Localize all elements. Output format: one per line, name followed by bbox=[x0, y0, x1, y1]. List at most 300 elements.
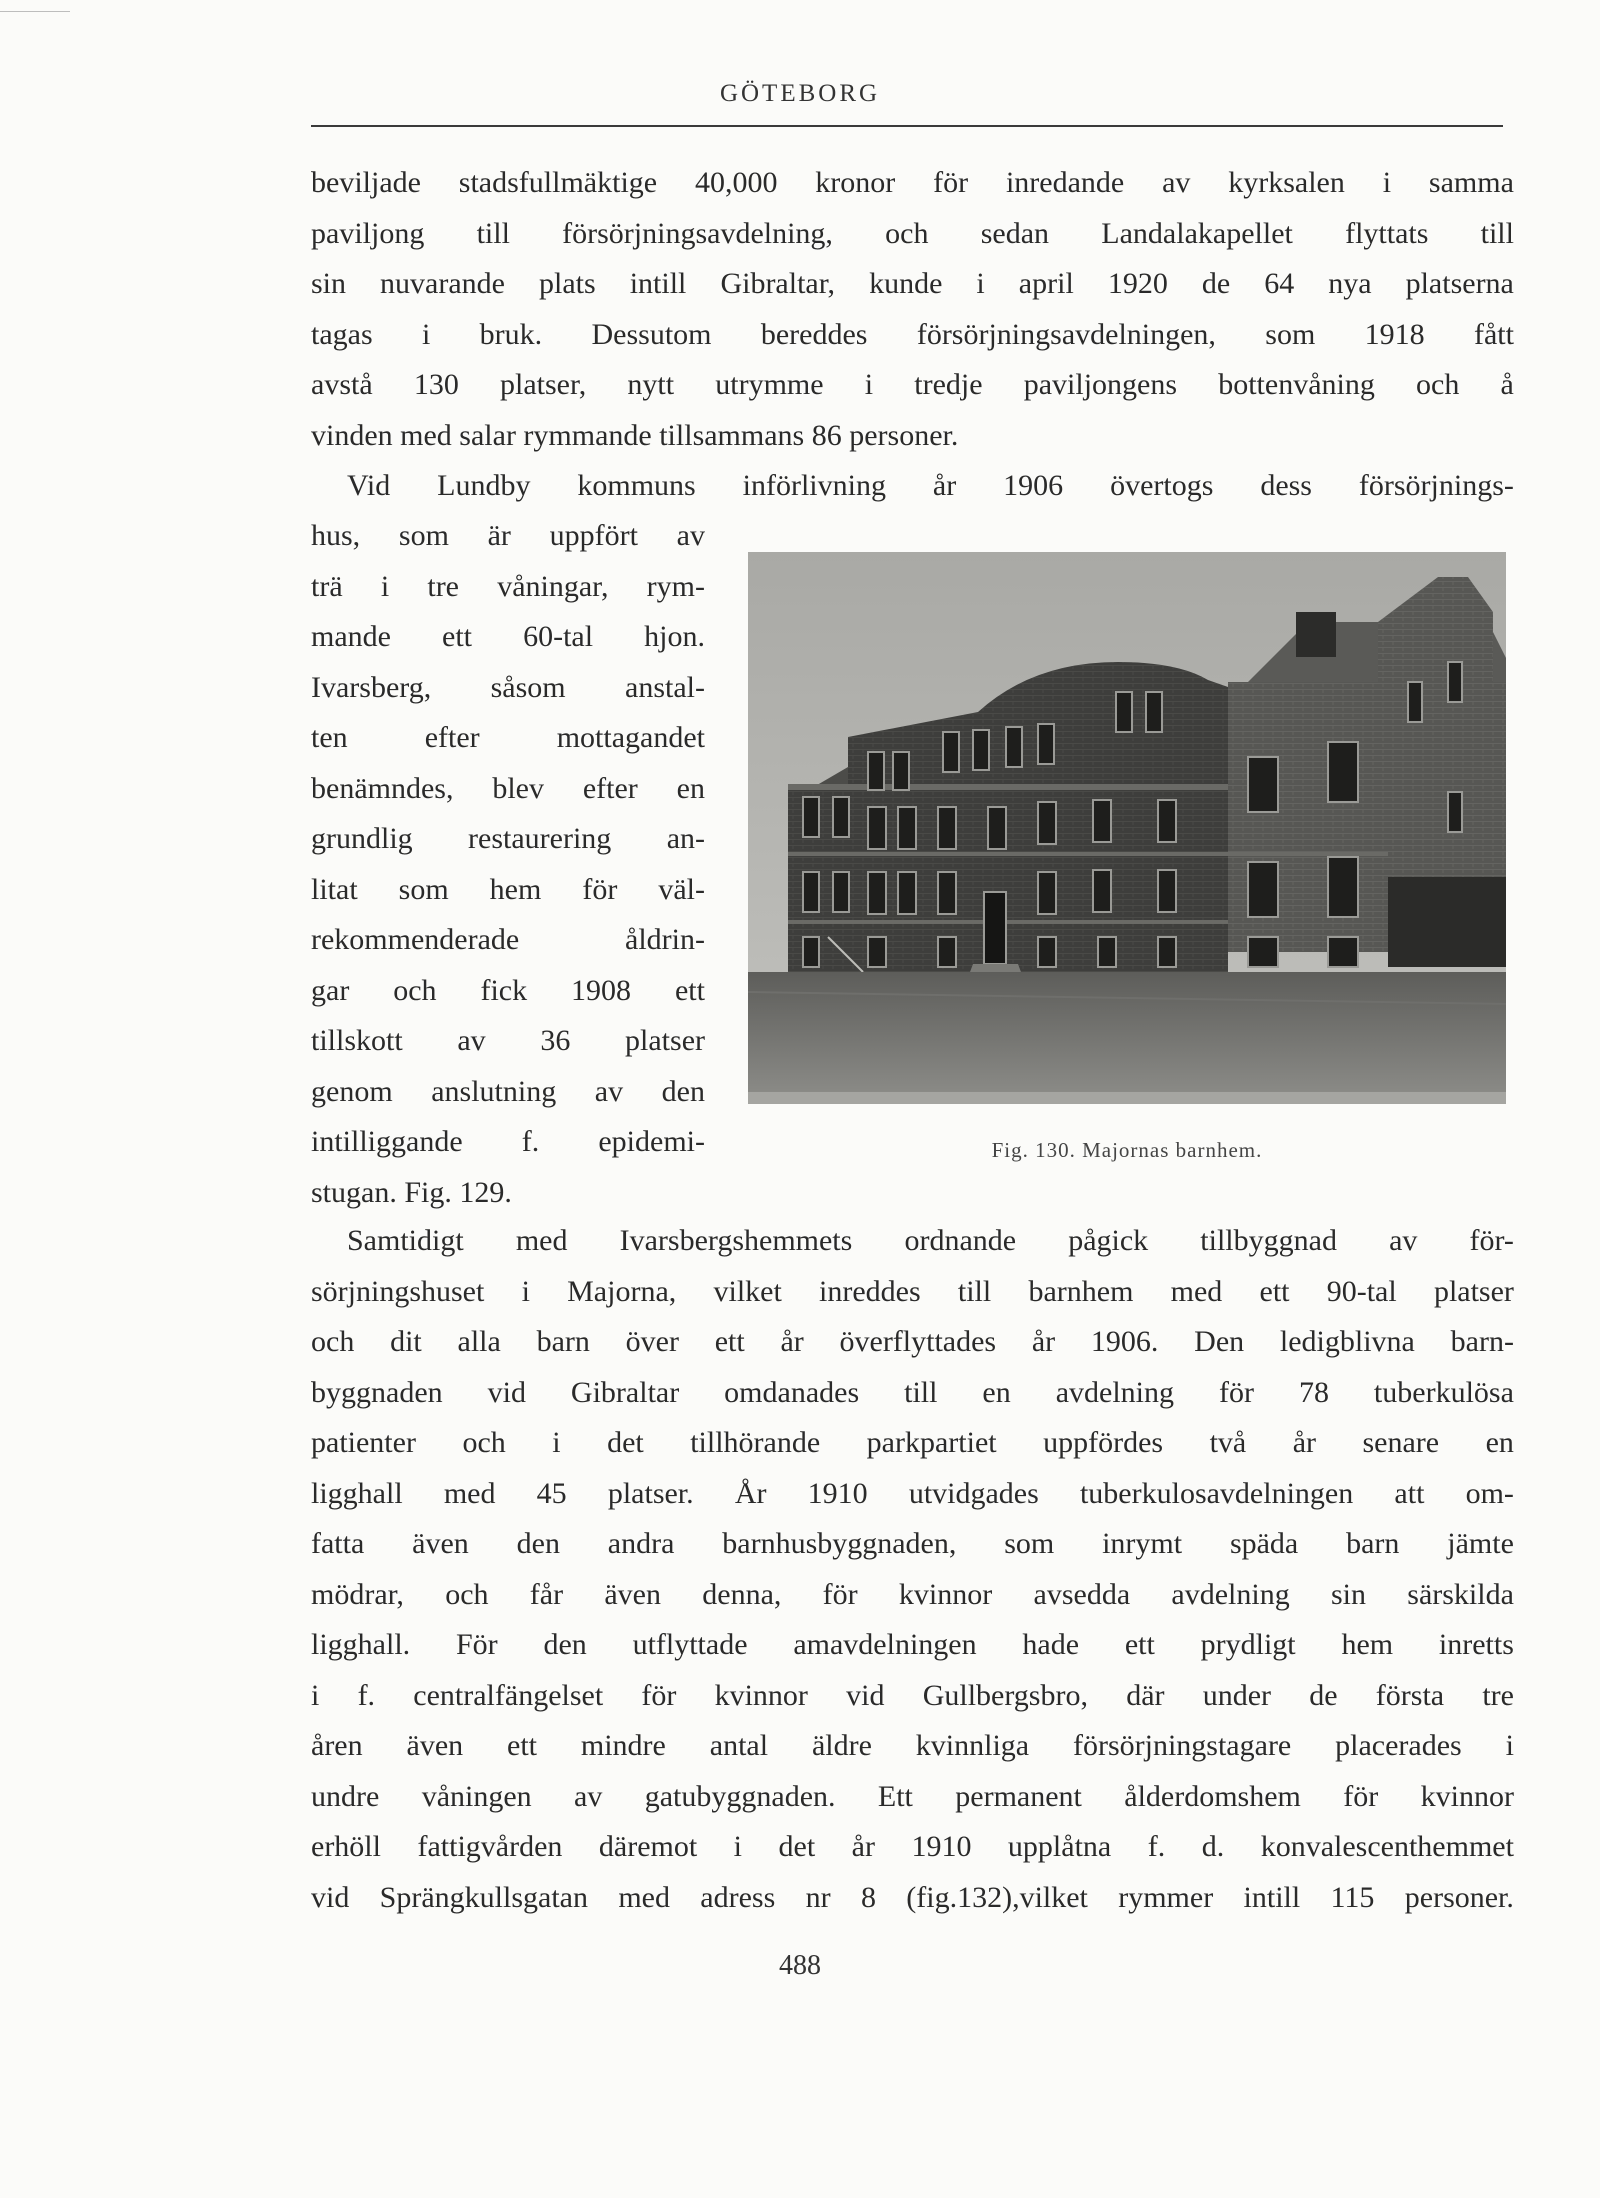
word: barn- bbox=[1450, 1325, 1514, 1358]
word: epidemi- bbox=[598, 1125, 705, 1158]
word: ligghall. bbox=[311, 1628, 411, 1661]
word: 1910 bbox=[911, 1830, 972, 1863]
word: i bbox=[1505, 1729, 1514, 1762]
word: antal bbox=[709, 1729, 769, 1762]
word: hjon. bbox=[644, 620, 705, 653]
word: hade bbox=[1022, 1628, 1080, 1661]
word: Ivarsbergshemmets bbox=[619, 1224, 853, 1257]
word: Den bbox=[1194, 1325, 1245, 1358]
word: 40,000 bbox=[694, 166, 778, 199]
word: Gibraltar bbox=[570, 1375, 680, 1409]
word: ett bbox=[714, 1325, 745, 1358]
word: införlivning bbox=[742, 469, 886, 502]
word: Lundby bbox=[437, 469, 531, 502]
text-line bbox=[311, 360, 1514, 411]
word: våningen bbox=[421, 1779, 532, 1813]
word: tillskott bbox=[311, 1024, 403, 1057]
word: och bbox=[1416, 368, 1460, 401]
word: för bbox=[1219, 1375, 1254, 1409]
word: bottenvåning bbox=[1218, 368, 1375, 401]
text-line bbox=[311, 209, 1514, 260]
paragraph-2-wrapped bbox=[311, 511, 705, 1218]
word: försörjningsavdelningen, bbox=[916, 317, 1216, 351]
word: Vid bbox=[347, 469, 391, 502]
word: intill bbox=[1243, 1880, 1301, 1914]
word: i bbox=[380, 569, 390, 603]
word: inrymt bbox=[1102, 1527, 1183, 1560]
word: utvidgades bbox=[908, 1476, 1039, 1510]
word: även bbox=[406, 1729, 464, 1762]
word: d. bbox=[1201, 1830, 1225, 1863]
word: 64 bbox=[1264, 267, 1295, 300]
word: pågick bbox=[1068, 1224, 1149, 1257]
word: nya bbox=[1328, 267, 1372, 300]
word: f. bbox=[1147, 1830, 1166, 1863]
word: nytt bbox=[627, 368, 675, 401]
word: ordnande bbox=[904, 1224, 1017, 1257]
word: såsom bbox=[490, 670, 566, 704]
word: kommuns bbox=[577, 469, 696, 502]
word: till bbox=[476, 216, 510, 250]
text-line bbox=[311, 1267, 1514, 1318]
text-line bbox=[311, 1620, 1514, 1671]
word: permanent bbox=[955, 1779, 1082, 1813]
word: med bbox=[443, 1476, 496, 1510]
word: ett bbox=[442, 620, 473, 653]
word: amavdelningen bbox=[793, 1628, 977, 1661]
word: med bbox=[515, 1224, 568, 1257]
text-line bbox=[311, 865, 705, 916]
word: 1910 bbox=[807, 1476, 868, 1510]
word: sin bbox=[1330, 1577, 1366, 1611]
word: vid bbox=[846, 1678, 885, 1712]
word: hem bbox=[1341, 1628, 1394, 1661]
word: platser bbox=[625, 1024, 705, 1057]
word: av bbox=[594, 1074, 624, 1108]
word: För bbox=[455, 1628, 498, 1661]
word: över bbox=[625, 1325, 679, 1358]
word: År bbox=[734, 1476, 767, 1510]
word: med bbox=[1170, 1274, 1223, 1308]
word: an- bbox=[666, 822, 705, 855]
word: som bbox=[398, 519, 449, 552]
text-line bbox=[311, 1519, 1514, 1570]
word: anstal- bbox=[625, 670, 705, 704]
word: åldrin- bbox=[625, 923, 705, 956]
text-line bbox=[311, 612, 705, 663]
word: en bbox=[982, 1375, 1011, 1409]
word: patienter bbox=[311, 1426, 416, 1459]
word: och bbox=[445, 1577, 489, 1611]
word: uppfört bbox=[549, 519, 638, 552]
text-line bbox=[311, 1016, 705, 1067]
text-line bbox=[311, 1216, 1514, 1267]
word: benämndes, bbox=[311, 771, 454, 805]
word: fick bbox=[480, 973, 528, 1007]
word: Samtidigt bbox=[347, 1224, 464, 1257]
word: Landalakapellet bbox=[1101, 216, 1293, 250]
word: till bbox=[1480, 216, 1514, 250]
word: andra bbox=[607, 1527, 675, 1560]
word: efter bbox=[582, 771, 638, 805]
word: alla bbox=[457, 1325, 501, 1358]
word: uppfördes bbox=[1043, 1426, 1164, 1459]
text-line bbox=[311, 764, 705, 815]
word: avdelning bbox=[1055, 1375, 1175, 1409]
word: försörjnings- bbox=[1358, 469, 1514, 502]
word: Dessutom bbox=[591, 317, 712, 351]
word: tagas bbox=[311, 317, 373, 351]
word: mödrar, bbox=[311, 1577, 404, 1611]
word: platser bbox=[1433, 1274, 1514, 1308]
text-line bbox=[311, 663, 705, 714]
word: av bbox=[457, 1024, 486, 1057]
word: däremot bbox=[598, 1830, 698, 1863]
word: avdelning bbox=[1171, 1577, 1290, 1611]
word: den bbox=[661, 1074, 705, 1108]
word: intill bbox=[629, 267, 687, 300]
word: f. bbox=[521, 1125, 540, 1158]
text-line bbox=[311, 158, 1514, 209]
word: plats bbox=[539, 267, 596, 300]
word: för bbox=[641, 1678, 677, 1712]
word: 90-tal bbox=[1326, 1274, 1397, 1308]
word: anslutning bbox=[431, 1074, 557, 1108]
word: försörjningstagare bbox=[1072, 1729, 1292, 1762]
word: ett bbox=[1259, 1274, 1290, 1308]
word: våningar, bbox=[497, 569, 609, 603]
word: 60-tal bbox=[523, 620, 594, 653]
word: inreddes bbox=[819, 1274, 921, 1308]
word: av bbox=[1162, 166, 1191, 199]
word: nr bbox=[805, 1880, 831, 1914]
word: överflyttades bbox=[839, 1325, 997, 1358]
word: platser. bbox=[607, 1476, 694, 1510]
word: ett bbox=[1124, 1628, 1155, 1661]
word: tre bbox=[1482, 1678, 1514, 1712]
word: sörjningshuset bbox=[311, 1274, 485, 1308]
word: är bbox=[487, 519, 511, 552]
word: (fig.132),vilket bbox=[906, 1880, 1088, 1914]
word: inredande bbox=[1005, 166, 1125, 199]
text-line bbox=[311, 1368, 1514, 1419]
word: sin bbox=[311, 267, 347, 300]
word: gar bbox=[311, 973, 350, 1007]
text-line bbox=[311, 713, 705, 764]
word: inretts bbox=[1438, 1628, 1514, 1661]
word: med bbox=[618, 1880, 670, 1914]
word: rym- bbox=[646, 569, 705, 603]
word: som bbox=[1265, 317, 1316, 351]
word: kronor bbox=[815, 166, 896, 199]
word: adress bbox=[700, 1880, 776, 1914]
running-head: GÖTEBORG bbox=[719, 80, 881, 107]
text-line bbox=[311, 1117, 705, 1168]
word: erhöll bbox=[311, 1830, 381, 1863]
text-line bbox=[311, 1317, 1514, 1368]
text-line bbox=[311, 259, 1514, 310]
word: fått bbox=[1473, 317, 1514, 351]
word: barnhem bbox=[1028, 1274, 1134, 1308]
word: den bbox=[516, 1527, 560, 1560]
word: avsedda bbox=[1033, 1577, 1131, 1611]
header-rule bbox=[311, 125, 1503, 127]
word: hus, bbox=[311, 519, 361, 552]
word: bruk. bbox=[479, 317, 543, 351]
text-line: vinden med salar rymmande tillsammans 86 personer. bbox=[311, 418, 959, 452]
word: ålderdomshem bbox=[1124, 1779, 1301, 1813]
word: i bbox=[421, 317, 431, 351]
word: kyrksalen bbox=[1228, 166, 1345, 199]
word: som bbox=[398, 872, 449, 906]
word: kvinnliga bbox=[915, 1729, 1030, 1762]
word: barn bbox=[536, 1325, 590, 1358]
word: och bbox=[885, 216, 929, 250]
word: och bbox=[311, 1325, 355, 1358]
word: april bbox=[1018, 267, 1074, 300]
text-line bbox=[311, 1418, 1514, 1469]
word: gatubyggnaden. bbox=[644, 1779, 836, 1813]
word: äldre bbox=[811, 1729, 872, 1762]
building-photograph bbox=[748, 552, 1506, 1104]
page-number: 488 bbox=[779, 1950, 821, 1981]
word: mottagandet bbox=[556, 721, 705, 754]
word: bereddes bbox=[760, 317, 868, 351]
word: i bbox=[733, 1830, 743, 1863]
word: att bbox=[1394, 1476, 1425, 1510]
word: byggnaden bbox=[311, 1375, 443, 1409]
figure-caption: Fig. 130. Majornas barnhem. bbox=[991, 1138, 1263, 1162]
text-line bbox=[311, 1067, 705, 1118]
word: hem bbox=[489, 872, 542, 906]
word: tredje bbox=[914, 368, 983, 401]
word: flyttats bbox=[1345, 216, 1429, 250]
word: placerades bbox=[1335, 1729, 1462, 1762]
word: år bbox=[780, 1325, 804, 1358]
word: ett bbox=[674, 973, 705, 1007]
word: mande bbox=[311, 620, 391, 653]
word: kvinnor bbox=[714, 1678, 808, 1712]
word: dit bbox=[390, 1325, 422, 1358]
word: upplåtna bbox=[1007, 1830, 1112, 1863]
word: intilliggande bbox=[311, 1125, 463, 1158]
word: tuberkulosavdelningen bbox=[1079, 1476, 1354, 1510]
word: 36 bbox=[540, 1024, 571, 1057]
word: trä bbox=[311, 569, 343, 603]
word: i bbox=[976, 267, 985, 300]
word: sedan bbox=[980, 216, 1050, 250]
word: för bbox=[822, 1577, 858, 1611]
word: rekommenderade bbox=[311, 923, 520, 956]
word: de bbox=[1201, 267, 1231, 300]
word: övertogs bbox=[1110, 469, 1214, 502]
word: för bbox=[933, 166, 969, 199]
word: i bbox=[552, 1426, 561, 1459]
text-line bbox=[311, 966, 705, 1017]
word: i bbox=[1382, 166, 1392, 199]
word: vid bbox=[487, 1375, 526, 1409]
word: barn bbox=[1346, 1527, 1400, 1560]
word: tre bbox=[427, 569, 459, 603]
word: försörjningsavdelning, bbox=[562, 216, 833, 250]
word: Sprängkullsgatan bbox=[379, 1880, 588, 1914]
word: särskilda bbox=[1407, 1577, 1514, 1611]
word: av bbox=[574, 1779, 603, 1813]
word: nuvarande bbox=[380, 267, 505, 300]
word: kvinnor bbox=[898, 1577, 993, 1611]
paragraph-2-first-line bbox=[311, 461, 1514, 512]
text-line bbox=[311, 511, 705, 562]
word: samma bbox=[1428, 166, 1514, 199]
text-line bbox=[311, 1469, 1514, 1520]
word: en bbox=[1485, 1426, 1514, 1459]
word: restaurering bbox=[468, 822, 612, 855]
word: efter bbox=[424, 721, 480, 754]
word: av bbox=[676, 519, 705, 552]
word: Gullbergsbro, bbox=[922, 1678, 1088, 1712]
word: genom bbox=[311, 1074, 393, 1108]
word: 1906. bbox=[1090, 1325, 1159, 1358]
word: fattigvården bbox=[417, 1830, 563, 1863]
word: kvinnor bbox=[1420, 1779, 1514, 1813]
word: de bbox=[1309, 1678, 1338, 1712]
word: två bbox=[1209, 1426, 1247, 1459]
word: ligghall bbox=[311, 1476, 403, 1510]
word: som bbox=[1004, 1527, 1055, 1560]
word: ett bbox=[507, 1729, 538, 1762]
word: även bbox=[412, 1527, 469, 1560]
word: litat bbox=[311, 872, 358, 906]
word: beviljade bbox=[311, 166, 421, 199]
word: Ivarsberg, bbox=[311, 670, 432, 704]
word: prydligt bbox=[1200, 1628, 1296, 1661]
text-line bbox=[311, 915, 705, 966]
word: år bbox=[1031, 1325, 1056, 1358]
word: ten bbox=[311, 721, 348, 754]
text-line bbox=[311, 1721, 1514, 1772]
word: tuberkulösa bbox=[1373, 1375, 1514, 1409]
paragraph-1 bbox=[311, 158, 1514, 461]
word: till bbox=[904, 1375, 938, 1409]
word: späda bbox=[1229, 1527, 1299, 1560]
paragraph-3 bbox=[311, 1216, 1514, 1923]
word: fatta bbox=[311, 1527, 365, 1560]
word: år bbox=[932, 469, 957, 502]
word: senare bbox=[1362, 1426, 1440, 1459]
word: första bbox=[1375, 1678, 1445, 1712]
word: det bbox=[778, 1830, 816, 1863]
word: dess bbox=[1260, 469, 1312, 502]
word: blev bbox=[492, 771, 544, 805]
text-line: stugan. Fig. 129. bbox=[311, 1175, 512, 1209]
word: Majorna, bbox=[567, 1274, 677, 1308]
word: 78 bbox=[1298, 1375, 1329, 1409]
word: 1920 bbox=[1107, 267, 1168, 300]
word: det bbox=[607, 1426, 644, 1459]
word: får bbox=[529, 1577, 564, 1611]
word: personer. bbox=[1404, 1880, 1514, 1914]
text-line bbox=[311, 1772, 1514, 1823]
word: för bbox=[582, 872, 618, 906]
text-line bbox=[311, 1570, 1514, 1621]
word: denna, bbox=[702, 1577, 782, 1611]
word: 115 bbox=[1330, 1880, 1375, 1914]
word: centralfängelset bbox=[413, 1678, 604, 1712]
word: rymmer bbox=[1118, 1880, 1214, 1914]
word: paviljongens bbox=[1023, 368, 1178, 401]
word: å bbox=[1500, 368, 1514, 401]
word: utflyttade bbox=[632, 1628, 748, 1661]
word: år bbox=[1292, 1426, 1317, 1459]
word: i bbox=[311, 1678, 320, 1712]
word: 1906 bbox=[1003, 469, 1064, 502]
word: konvalescenthemmet bbox=[1260, 1830, 1514, 1863]
text-line bbox=[311, 1873, 1514, 1924]
word: för bbox=[1343, 1779, 1379, 1813]
word: väl- bbox=[658, 872, 705, 906]
word: 130 bbox=[413, 368, 459, 401]
word: Gibraltar, bbox=[720, 267, 836, 300]
word: tillbyggnad bbox=[1200, 1224, 1337, 1257]
word: till bbox=[957, 1274, 992, 1308]
word: utrymme bbox=[715, 368, 824, 401]
text-line bbox=[311, 1671, 1514, 1722]
text-line bbox=[311, 562, 705, 613]
word: för- bbox=[1469, 1224, 1514, 1257]
word: i bbox=[521, 1274, 530, 1308]
text-line bbox=[311, 1822, 1514, 1873]
word: platser, bbox=[499, 368, 587, 401]
word: en bbox=[676, 771, 705, 805]
word: om- bbox=[1465, 1476, 1514, 1510]
word: och bbox=[462, 1426, 506, 1459]
word: av bbox=[1389, 1224, 1418, 1257]
word: avstå bbox=[311, 368, 373, 401]
scan-edge-line bbox=[0, 11, 70, 12]
word: paviljong bbox=[311, 216, 425, 250]
word: stadsfullmäktige bbox=[458, 166, 658, 199]
word: under bbox=[1202, 1678, 1272, 1712]
word: tillhörande bbox=[690, 1426, 821, 1459]
word: jämte bbox=[1447, 1527, 1514, 1560]
word: ledigblivna bbox=[1279, 1325, 1415, 1358]
word: 8 bbox=[860, 1880, 876, 1914]
word: den bbox=[543, 1628, 587, 1661]
word: år bbox=[851, 1830, 875, 1863]
word: kunde bbox=[869, 267, 943, 300]
word: parkpartiet bbox=[866, 1426, 997, 1459]
word: och bbox=[393, 973, 437, 1007]
text-line bbox=[311, 461, 1514, 512]
text-line bbox=[311, 310, 1514, 361]
word: 45 bbox=[536, 1476, 567, 1510]
word: grundlig bbox=[311, 822, 413, 855]
word: vilket bbox=[713, 1274, 782, 1308]
word: 1918 bbox=[1364, 317, 1425, 351]
text-line bbox=[311, 814, 705, 865]
word: omdanades bbox=[724, 1375, 860, 1409]
word: åren bbox=[311, 1729, 363, 1762]
word: i bbox=[864, 368, 874, 401]
word: mindre bbox=[580, 1729, 666, 1762]
word: Ett bbox=[877, 1779, 913, 1813]
word: även bbox=[604, 1577, 661, 1611]
word: undre bbox=[311, 1779, 380, 1813]
word: f. bbox=[357, 1678, 376, 1712]
word: 1908 bbox=[571, 973, 632, 1007]
word: platserna bbox=[1405, 267, 1514, 300]
word: där bbox=[1126, 1678, 1165, 1712]
